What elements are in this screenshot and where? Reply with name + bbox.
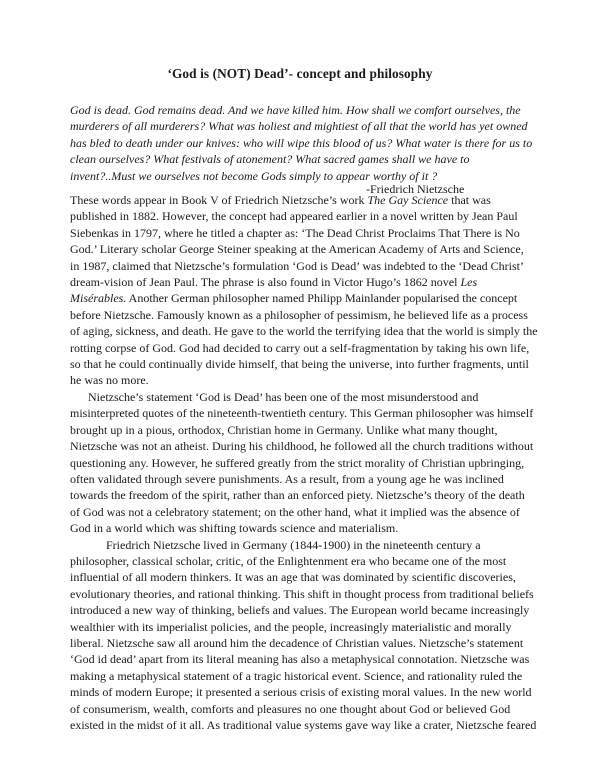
epigraph-quote [70,102,533,184]
text-line [70,290,530,306]
epigraph-line: invent?..Must we ourselves not become Gods simply to appear worthy of it ? [70,168,438,183]
text-line [70,274,530,290]
text-line: before Nietzsche. Famously known as a philosopher of pessimism, he believed life as a process [70,307,528,322]
text-line: rotting corpse of God. God had decided to carry out a self-fragmentation by taking his own life, [70,340,530,355]
text-line: philosopher, classical scholar, critic, of the Enlightenment era who became one of the most [70,553,507,568]
paragraph-3 [70,537,537,734]
text-line: often validated through severe punishments. As a result, from a young age he was inclined [70,471,504,486]
document-body [70,192,538,733]
text-line: so that he could continually divide himself, that being the universe, into further fragments, until [70,357,529,372]
paragraph-2 [70,389,534,537]
text-line: towards the freedom of the spirit, rather than an enforced piety. Nietzsche’s theory of the death [70,488,525,503]
text-line: of consumerism, wealth, comforts and pleasures no one thought about God or believed God [70,701,511,716]
text-run: dream-vision of Jean Paul. The phrase is also found in Victor Hugo’s 1862 novel [70,275,461,290]
paragraph-1 [70,192,538,389]
text-line: of God was not a celebratory statement; on the other hand, what it implied was the absence of [70,504,520,519]
text-line: ‘God id dead’ apart from its literal meaning has also a metaphysical connotation. Nietzsche was [70,652,530,667]
text-run: These words appear in Book V of Friedrich Nietzsche’s work [70,193,368,207]
text-line: of aging, sickness, and death. He gave to the world the terrifying idea that the world is simply the [70,324,538,339]
epigraph-line: has bled to death under our knives: who will wipe this blood of us? What water is there for us to [70,135,533,150]
epigraph-line: God is dead. God remains dead. And we have killed him. How shall we comfort ourselves, the [70,103,521,117]
epigraph-line: clean ourselves? What festivals of atonement? What sacred games shall we have to [70,152,470,167]
text-line: existed in the midst of it all. As traditional value systems gave way like a crater, Nietzsche feared [70,718,537,732]
epigraph-line: murderers of all murderers? What was holiest and mightiest of all that the world has yet owned [70,119,528,134]
text-line [70,192,530,208]
text-line: evolutionary theories, and rational thinking. This shift in thought process from traditional beliefs [70,586,534,601]
book-title-italic: Les [460,275,478,290]
text-run: Another German philosopher named Philipp Mainlander popularised the concept [126,291,518,306]
text-line: he was no more. [70,373,149,388]
text-line: Nietzsche was not an atheist. During his childhood, he followed all the church traditions without [70,439,534,454]
text-line: Friedrich Nietzsche lived in Germany (1844-1900) in the nineteenth century a [106,537,481,552]
text-line: misinterpreted quotes of the nineteenth-twentieth century. This German philosopher was himself [70,406,534,421]
text-line: God in a world which was shifting towards science and materialism. [70,521,399,536]
text-line: liberal. Nietzsche saw all around him the decadence of Christian values. Nietzsche’s statement [70,635,524,650]
text-line: published in 1882. However, the concept had appeared earlier in a novel written by Jean Paul [70,209,518,224]
book-title-italic: The Gay Science [367,193,449,207]
text-line: questioning any. However, he suffered greatly from the strict morality of Christian upbringing, [70,455,525,470]
document-title: ‘God is (NOT) Dead’- concept and philosophy [167,66,433,81]
text-line: Siebenkas in 1797, where he titled a chapter as: ‘The Dead Christ Proclaims That There is No [70,225,520,240]
text-line: influential of all modern thinkers. It was an age that was dominated by scientific discoveries, [70,570,516,585]
epigraph-attribution: -Friedrich Nietzsche [366,182,465,196]
book-title-italic: Misérables. [70,291,127,306]
text-line: introduced a new way of thinking, beliefs and values. The European world became increasingly [70,603,530,618]
text-line: wealthier with its imperialist policies, and the people, increasingly materialistic and morally [70,619,512,634]
text-line: Nietzsche’s statement ‘God is Dead’ has been one of the most misunderstood and [88,389,479,404]
text-line: in 1987, claimed that Nietzsche’s formulation ‘God is Dead’ was indebted to the ‘Dead Christ’ [70,258,524,273]
text-line: minds of modern Europe; it presented a serious crisis of existing moral values. In the new world [70,685,532,700]
text-run: that was [448,193,491,207]
text-line: God.’ Literary scholar George Steiner speaking at the American Academy of Arts and Science, [70,242,524,257]
text-line: making a metaphysical statement of a tragic historical event. Science, and rationality ruled the [70,668,523,683]
text-line: brought up in a pious, orthodox, Christian home in Germany. Unlike what many thought, [70,422,498,437]
